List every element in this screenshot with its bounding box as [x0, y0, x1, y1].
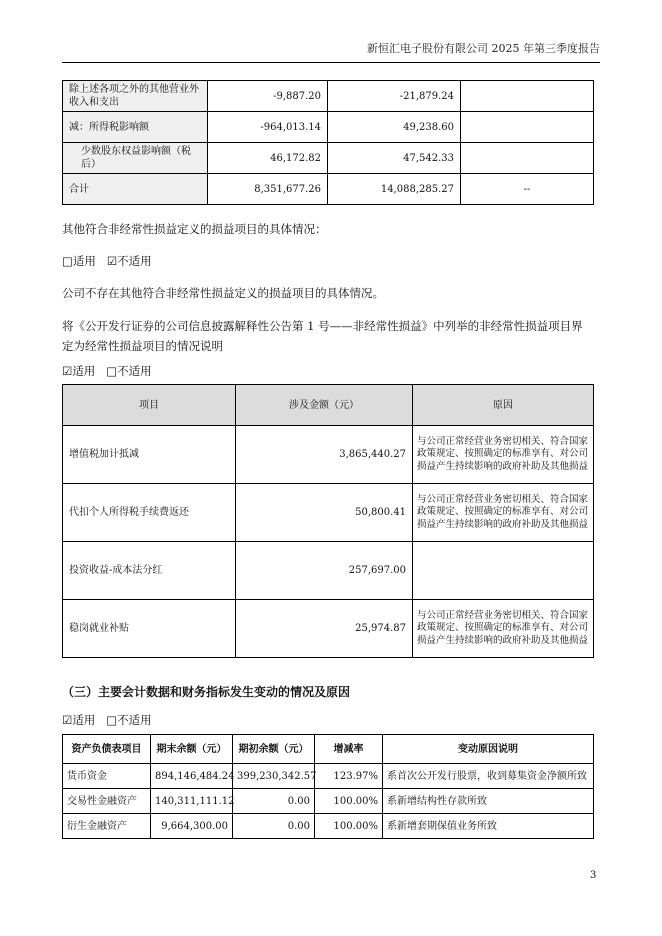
item-cell: 交易性金融资产: [63, 789, 151, 814]
rate-cell: 100.00%: [315, 789, 383, 814]
ytd-value: 14,088,285.27: [328, 174, 461, 205]
amount-cell: 257,697.00: [236, 542, 413, 600]
ytd-value: -21,879.24: [328, 81, 461, 112]
checkbox-checked-icon: ☑: [62, 364, 73, 378]
table-row: [63, 81, 594, 112]
header-reason: 原因: [413, 385, 594, 426]
item-cell: 投资收益-成本法分红: [63, 542, 236, 600]
table-row: [63, 814, 594, 839]
item-cell: 稳岗就业补贴: [63, 600, 236, 658]
amount-cell: 50,800.41: [236, 484, 413, 542]
non-recurring-table: [62, 80, 594, 205]
reason-cell: 系新增结构性存款所致: [383, 789, 594, 814]
note: [461, 143, 594, 174]
ytd-value: 47,542.33: [328, 143, 461, 174]
table-row: [63, 764, 594, 789]
option-applicable: 适用: [72, 254, 96, 268]
amount-cell: 25,974.87: [236, 600, 413, 658]
header-amount: 涉及金额（元）: [236, 385, 413, 426]
item-cell: 代扣个人所得税手续费返还: [63, 484, 236, 542]
current-value: 8,351,677.26: [208, 174, 328, 205]
row-label: 少数股东权益影响额（税后）: [63, 143, 208, 174]
applicability-check-3: [62, 713, 152, 727]
rate-cell: 100.00%: [315, 814, 383, 839]
note: [461, 112, 594, 143]
option-applicable: 适用: [72, 364, 96, 378]
end-balance-cell: 894,146,484.24: [151, 764, 233, 789]
applicability-check-1: [62, 254, 152, 268]
reclassified-items-table: [62, 384, 594, 658]
table-row: [63, 426, 594, 484]
checkbox-icon: □: [106, 364, 118, 378]
item-cell: 衍生金融资产: [63, 814, 151, 839]
current-value: 46,172.82: [208, 143, 328, 174]
header-rule: [62, 62, 600, 63]
header-item: 项目: [63, 385, 236, 426]
table-row: [63, 143, 594, 174]
begin-balance-cell: 0.00: [233, 789, 315, 814]
end-balance-cell: 9,664,300.00: [151, 814, 233, 839]
row-label: 减：所得税影响额: [63, 112, 208, 143]
reason-cell: 与公司正常经营业务密切相关、符合国家政策规定、按照确定的标准享有、对公司损益产生持续影响的政府补助及其他损益: [413, 426, 594, 484]
checkbox-icon: □: [62, 254, 73, 268]
reason-cell: [413, 542, 594, 600]
reason-cell: 系新增套期保值业务所致: [383, 814, 594, 839]
reason-cell: 与公司正常经营业务密切相关、符合国家政策规定、按照确定的标准享有、对公司损益产生持续影响的政府补助及其他损益: [413, 484, 594, 542]
header-begin-balance: 期初余额（元）: [233, 735, 315, 764]
current-value: -964,013.14: [208, 112, 328, 143]
table-row: [63, 542, 594, 600]
table-row: [63, 600, 594, 658]
header-change-reason: 变动原因说明: [383, 735, 594, 764]
paragraph-other-items: 其他符合非经常性损益定义的损益项目的具体情况：: [62, 222, 327, 236]
current-value: -9,887.20: [208, 81, 328, 112]
checkbox-checked-icon: ☑: [62, 713, 73, 727]
paragraph-no-items: 公司不存在其他符合非经常性损益定义的损益项目的具体情况。: [62, 286, 384, 300]
option-not-applicable: 不适用: [117, 713, 152, 727]
begin-balance-cell: 399,230,342.57: [233, 764, 315, 789]
page-number: 3: [590, 870, 597, 881]
row-label: 除上述各项之外的其他营业外收入和支出: [63, 81, 208, 112]
begin-balance-cell: 0.00: [233, 814, 315, 839]
note: --: [461, 174, 594, 205]
header-item: 资产负债表项目: [63, 735, 151, 764]
paragraph-reclass-line1: 将《公开发行证券的公司信息披露解释性公告第 1 号——非经常性损益》中列举的非经常性损益项目界: [62, 319, 583, 333]
option-applicable: 适用: [72, 713, 96, 727]
applicability-check-2: [62, 364, 152, 378]
table-row: [63, 789, 594, 814]
option-not-applicable: 不适用: [117, 254, 152, 268]
item-cell: 货币资金: [63, 764, 151, 789]
end-balance-cell: 140,311,111.12: [151, 789, 233, 814]
balance-sheet-changes-table: [62, 734, 594, 839]
table-row: [63, 484, 594, 542]
header-end-balance: 期末余额（元）: [151, 735, 233, 764]
paragraph-reclass-line2: 定为经常性损益项目的情况说明: [62, 339, 223, 353]
row-label: 合计: [63, 174, 208, 205]
table-row: [63, 174, 594, 205]
section-title: （三）主要会计数据和财务指标发生变动的情况及原因: [62, 685, 351, 699]
reason-cell: 与公司正常经营业务密切相关、符合国家政策规定、按照确定的标准享有、对公司损益产生持续影响的政府补助及其他损益: [413, 600, 594, 658]
page-header: 新恒汇电子股份有限公司 2025 年第三季度报告: [367, 42, 600, 55]
rate-cell: 123.97%: [315, 764, 383, 789]
reason-cell: 系首次公开发行股票，收到募集资金净额所致: [383, 764, 594, 789]
item-cell: 增值税加计抵减: [63, 426, 236, 484]
option-not-applicable: 不适用: [117, 364, 152, 378]
checkbox-checked-icon: ☑: [106, 254, 118, 268]
ytd-value: 49,238.60: [328, 112, 461, 143]
amount-cell: 3,865,440.27: [236, 426, 413, 484]
table-header-row: [63, 735, 594, 764]
header-change-rate: 增减率: [315, 735, 383, 764]
checkbox-icon: □: [106, 713, 118, 727]
table-row: [63, 112, 594, 143]
table-header-row: [63, 385, 594, 426]
note: [461, 81, 594, 112]
